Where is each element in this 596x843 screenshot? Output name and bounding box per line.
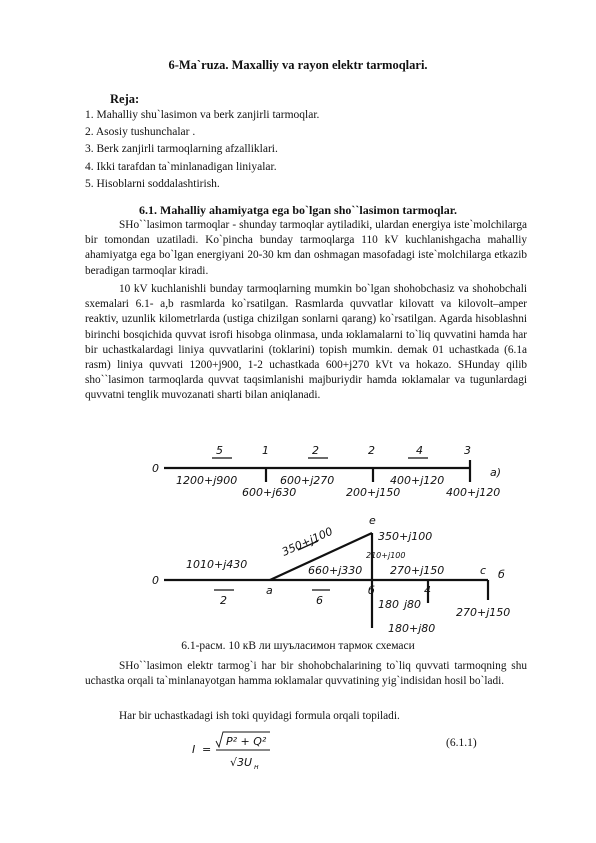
diagram-tag: a): [490, 466, 502, 479]
diagram-flow-label: 600+j270: [280, 474, 335, 487]
diagram-flow-label: 350+j100: [279, 524, 335, 559]
plan-item: 4. Ikki tarafdan ta`minlanadigan liniyalar.: [85, 160, 277, 173]
diagram-load-label: 200+j150: [346, 486, 401, 499]
diagram-node-label: e: [369, 514, 376, 527]
plan-item: 5. Hisoblarni soddalashtirish.: [85, 177, 220, 190]
paragraph-definition: SHo``lasimon tarmoqlar - shunday tarmoqlar aytiladiki, ulardan energiya iste`molchilarga bir tomondan uzatiladi. Ko`pincha bunday tarmoqlarga 110 kV kuchlanishgacha mahalliy ahamiyatga ega bo`lgan energiyani 20-30 km dan oshmagan masofadagi iste`molchilarga etkazib beradigan tarmoqlar kiradi.: [85, 219, 527, 277]
diagram-flow-label: 180+j80: [388, 622, 436, 635]
diagram-node-label: c: [480, 564, 487, 577]
diagram-node-label: 1: [262, 444, 269, 457]
equation-number: (6.1.1): [446, 737, 477, 749]
diagram-node-label: б: [368, 584, 375, 597]
diagram-tag: б: [498, 568, 505, 581]
plan-heading: Reja:: [110, 92, 140, 106]
current-formula: [190, 729, 280, 775]
diagram-length-label: 2: [312, 444, 319, 457]
paragraph-schemes: 10 kV kuchlanishli bunday tarmoqlarning mumkin bo`lgan shohobchasiz va shohobchali sxemalari 6.1- a,b rasmlarda ko`rsatilgan. Rasmlarda quvvatlar kilovatt va kilovolt–amper reaktiv, uzunlik kilometrlarda (ustiga chizilgan sonlarni qarang) ko`rsatilgan. Agarda hisoblashni birinchi bosqichida quvvat isrofi hisobga olinmasa, unda юklamalarni to`liq quvvatini hamda har bir uchastkalardagi liniya quvvatlarini (toklarini) topish mumkin. demak 01 uchastkada (6.1a rasm) liniya quvvati 1200+j900, 1-2 uchastkada 600+j270 kVt va hokazo. SHunday qilib sho``lasimon tarmoqlarda quvvat taqsimlanishi majburiydir hamda юklamalar va tugunlardagi quvvatni tenglik muvozanati sharti bilan aniqlanadi.: [85, 283, 527, 402]
diagram-flow-label: 350+j100: [378, 530, 433, 543]
diagram-node-label: 2: [368, 444, 375, 457]
diagram-flow-label: 180: [378, 598, 399, 611]
network-diagram: [140, 438, 520, 638]
diagram-flow-label: 270+j150: [390, 564, 445, 577]
diagram-node-label: 3: [464, 444, 471, 457]
plan-list: [85, 107, 319, 193]
formula-numerator: P² + Q²: [226, 735, 267, 748]
diagram-length-label: 5: [216, 444, 223, 457]
formula-denominator: √3U: [230, 756, 253, 769]
plan-item: 2. Asosiy tushunchalar .: [85, 126, 196, 139]
diagram-flow-label: 270+j150: [456, 606, 511, 619]
diagram-length-label: 4: [416, 444, 423, 457]
section-heading: 6.1. Mahalliy ahamiyatga ega bo`lgan sho``lasimon tarmoqlar.: [139, 203, 457, 217]
diagram-load-label: 400+j120: [446, 486, 501, 499]
diagram-length-label: 4: [424, 584, 431, 597]
formula-subscript: н: [254, 763, 259, 771]
formula-lhs: I: [192, 743, 196, 756]
diagram-flow-label: j80: [404, 598, 422, 611]
plan-item: 3. Berk zanjirli tarmoqlarning afzalliklari.: [85, 143, 278, 156]
diagram-length-label: 6: [316, 594, 323, 607]
formula-equals: =: [202, 743, 212, 756]
diagram-flow-label: 400+j120: [390, 474, 445, 487]
diagram-flow-label: 660+j330: [308, 564, 363, 577]
diagram-load-label: 600+j630: [242, 486, 297, 499]
paragraph-branches: SHo``lasimon elektr tarmog`i har bir shohobchalarining to`liq quvvati tarmoqning shu uchastka orqali ta`minlanayotgan hamma юklamalar quvvatining yig`indisidan hosil bo`ladi.: [85, 660, 527, 688]
diagram-flow-label: 1200+j900: [176, 474, 238, 487]
diagram-node-label: a: [266, 584, 273, 597]
diagram-node-label: 0: [152, 462, 159, 475]
diagram-flow-label: 210+j100: [366, 551, 406, 560]
plan-item: 1. Mahalliy shu`lasimon va berk zanjirli tarmoqlar.: [85, 109, 320, 121]
diagram-node-label: 0: [152, 574, 159, 587]
diagram-length-label: 2: [220, 594, 227, 607]
diagram-flow-label: 1010+j430: [186, 558, 248, 571]
figure-caption: 6.1-расм. 10 кВ ли шуъласимон тармок схемаси: [181, 640, 415, 652]
paragraph-current: Har bir uchastkadagi ish toki quyidagi formula orqali topiladi.: [119, 710, 400, 722]
lecture-title: 6-Ma`ruza. Maxalliy va rayon elektr tarmoqlari.: [168, 58, 428, 72]
